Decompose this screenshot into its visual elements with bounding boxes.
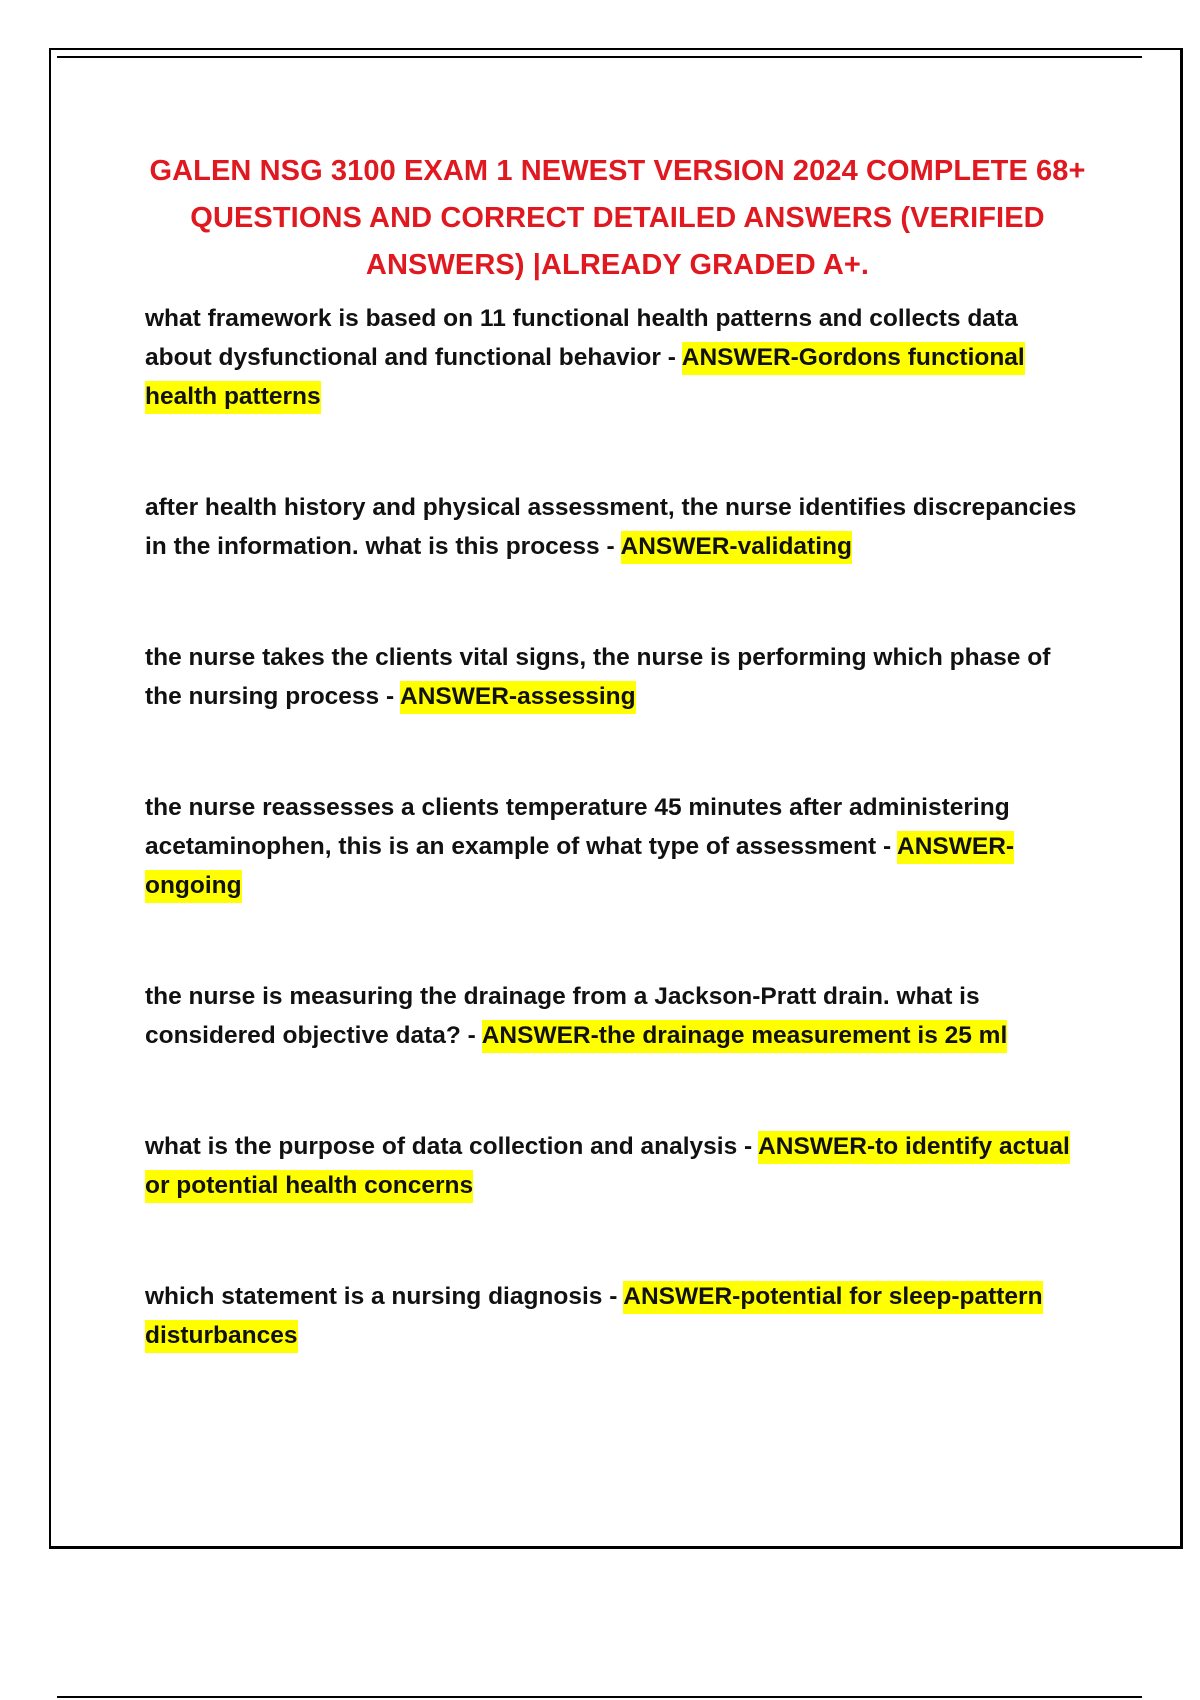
- question-text: the nurse is measuring the drainage from a Jackson-Pratt drain. what is considered objective data? -: [145, 983, 980, 1049]
- top-rule: [57, 56, 1142, 58]
- qa-item: [145, 488, 1090, 566]
- question-text: after health history and physical assessment, the nurse identifies discrepancies in the information. what is this process -: [145, 494, 1077, 560]
- answer-highlight: ANSWER-assessing: [400, 681, 636, 714]
- qa-item: [145, 1127, 1090, 1205]
- question-text: what framework is based on 11 functional health patterns and collects data about dysfunctional and functional behavior -: [145, 305, 1018, 371]
- qa-item: [145, 977, 1090, 1055]
- qa-list: [145, 299, 1090, 1355]
- question-text: the nurse takes the clients vital signs, the nurse is performing which phase of the nursing process -: [145, 644, 1051, 710]
- bottom-rule: [57, 1696, 1142, 1698]
- qa-item: [145, 299, 1090, 416]
- answer-highlight: ANSWER-potential for sleep-pattern disturbances: [145, 1281, 1043, 1353]
- qa-item: [145, 638, 1090, 716]
- question-text: the nurse reassesses a clients temperature 45 minutes after administering acetaminophen, this is an example of what type of assessment -: [145, 794, 1010, 860]
- answer-highlight: ANSWER-Gordons functional health patterns: [145, 342, 1025, 414]
- document-title: GALEN NSG 3100 EXAM 1 NEWEST VERSION 2024 COMPLETE 68+ QUESTIONS AND CORRECT DETAILED ANSWERS (VERIFIED ANSWERS) |ALREADY GRADED A+.: [149, 155, 1086, 281]
- document-content: [145, 148, 1090, 1427]
- qa-item: [145, 1277, 1090, 1355]
- qa-item: [145, 788, 1090, 905]
- answer-highlight: ANSWER-to identify actual or potential health concerns: [145, 1131, 1070, 1203]
- answer-highlight: ANSWER-the drainage measurement is 25 ml: [482, 1020, 1008, 1053]
- question-text: what is the purpose of data collection and analysis -: [145, 1133, 759, 1160]
- answer-highlight: ANSWER-validating: [621, 531, 852, 564]
- answer-highlight: ANSWER-ongoing: [145, 831, 1014, 903]
- question-text: which statement is a nursing diagnosis -: [145, 1283, 624, 1310]
